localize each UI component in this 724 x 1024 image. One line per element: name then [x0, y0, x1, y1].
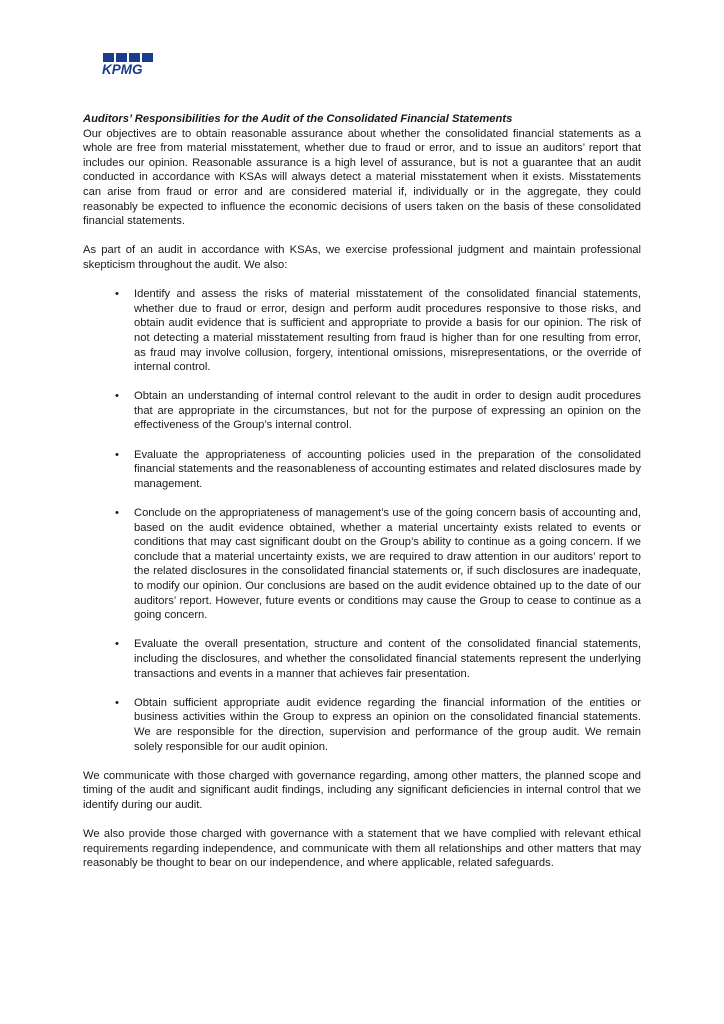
list-item-text: Obtain an understanding of internal control relevant to the audit in order to design audit procedures that are appropriate in the circumstances, but not for the purpose of expressing an opinion on the effectiveness of the Group’s internal control. [134, 390, 641, 432]
bullet-icon: • [115, 507, 119, 520]
bullet-icon: • [115, 288, 119, 301]
kpmg-logo [101, 53, 157, 75]
responsibilities-list [83, 287, 641, 754]
list-item-text: Conclude on the appropriateness of management’s use of the going concern basis of accounting and, based on the audit evidence obtained, whether a material uncertainty exists related to events or conditions that may cast significant doubt on the Group’s ability to continue as a going concern. If we conclude that a material uncertainty exists, we are required to draw attention in our auditors’ report to the related disclosures in the consolidated financial statements or, if such disclosures are inadequate, to modify our opinion. Our conclusions are based on the audit evidence obtained up to the date of our auditors’ report. However, future events or conditions may cause the Group to cease to continue as a going concern. [134, 507, 641, 622]
bullet-icon: • [115, 448, 119, 461]
list-item-text: Evaluate the appropriateness of accounting policies used in the preparation of the consolidated financial statements and the reasonableness of accounting estimates and related disclosures made by management. [134, 448, 641, 490]
list-item [83, 506, 641, 623]
list-item-text: Evaluate the overall presentation, structure and content of the consolidated financial statements, including the disclosures, and whether the consolidated financial statements represent the underlying transactions and events in a manner that achieves fair presentation. [134, 638, 641, 680]
document-body [83, 112, 641, 871]
kpmg-logo-graphic [101, 53, 157, 75]
paragraph-objectives: Our objectives are to obtain reasonable assurance about whether the consolidated financial statements as a whole are free from material misstatement, whether due to fraud or error, and to issue an auditors’ report that includes our opinion. Reasonable assurance is a high level of assurance, but is not a guarantee that an audit conducted in accordance with KSAs will always detect a material misstatement when it exists. Misstatements can arise from fraud or error and are considered material if, individually or in the aggregate, they could reasonably be expected to influence the economic decisions of users taken on the basis of these consolidated financial statements. [83, 127, 641, 228]
list-item-text: Obtain sufficient appropriate audit evidence regarding the financial information of the entities or business activities within the Group to express an opinion on the consolidated financial statements. We are responsible for the direction, supervision and performance of the group audit. We remain solely responsible for our audit opinion. [134, 696, 641, 753]
list-item [83, 637, 641, 681]
bullet-icon: • [115, 638, 119, 651]
list-item [83, 448, 641, 492]
paragraph-governance-communication: We communicate with those charged with governance regarding, among other matters, the planned scope and timing of the audit and significant audit findings, including any significant deficiencies in internal control that we identify during our audit. [83, 769, 641, 811]
bullet-icon: • [115, 390, 119, 403]
svg-text:KPMG: KPMG [102, 62, 143, 75]
paragraph-audit-approach: As part of an audit in accordance with KSAs, we exercise professional judgment and maintain professional skepticism throughout the audit. We also: [83, 244, 641, 271]
list-item-text: Identify and assess the risks of material misstatement of the consolidated financial statements, whether due to fraud or error, design and perform audit procedures responsive to those risks, and obtain audit evidence that is sufficient and appropriate to provide a basis for our opinion. The risk of not detecting a material misstatement resulting from fraud is higher than for one resulting from error, as fraud may involve collusion, forgery, intentional omissions, misrepresentations, or the override of internal control. [134, 288, 641, 374]
list-item [83, 696, 641, 754]
paragraph-independence-statement: We also provide those charged with governance with a statement that we have complied with relevant ethical requirements regarding independence, and communicate with them all relationships and other matters that may reasonably be thought to bear on our independence, and where applicable, related safeguards. [83, 828, 641, 870]
list-item [83, 287, 641, 375]
bullet-icon: • [115, 696, 119, 709]
section-heading: Auditors’ Responsibilities for the Audit of the Consolidated Financial Statements [83, 113, 513, 125]
list-item [83, 389, 641, 433]
